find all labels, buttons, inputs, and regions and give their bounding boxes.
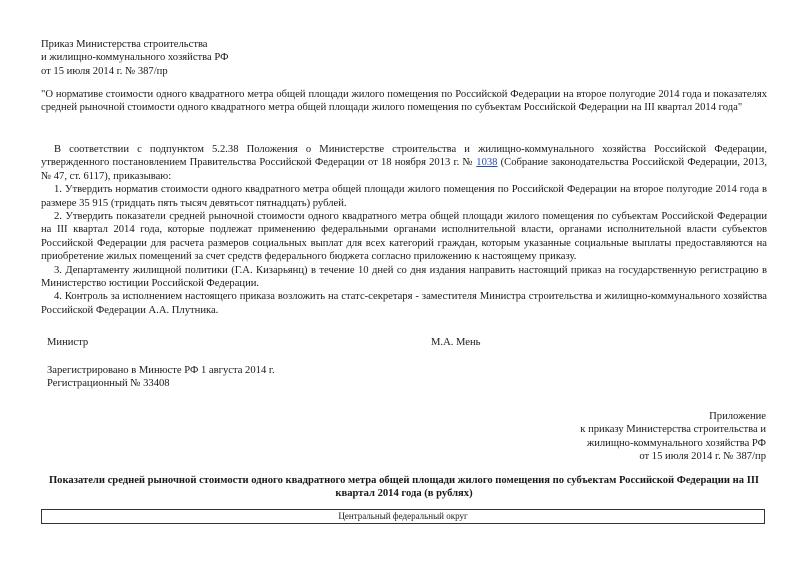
table-cell-district: Центральный федеральный округ	[338, 511, 468, 521]
appendix-line-2: к приказу Министерства строительства и	[580, 424, 766, 436]
item-3: 3. Департаменту жилищной политики (Г.А. Кизарьянц) в течение 10 дней со дня издания направить настоящий приказ на государственную регистрацию в Министерство юстиции Российской Федерации.	[41, 264, 767, 290]
appendix-line-1: Приложение	[709, 411, 766, 422]
order-body	[41, 143, 767, 317]
preamble-text-b: (Собрание законодательства Российской Федерации, 2013, № 47, ст. 6117), приказываю:	[41, 157, 768, 182]
registration-line-1: Зарегистрировано в Минюсте РФ 1 августа 2014 г.	[47, 365, 275, 376]
preamble-text-a: В соответствии с подпунктом 5.2.38 Положения о Министерстве строительства и жилищно-коммунального хозяйства Российской Федерации, утвержденного постановлением Правительства Российской Федерации от 18 ноября 2013 г. №	[41, 144, 767, 169]
appendix-line-3: жилищно-коммунального хозяйства РФ	[586, 437, 766, 449]
header-line-1: Приказ Министерства строительства	[41, 39, 208, 50]
resolution-1038-link[interactable]: 1038	[476, 157, 498, 169]
appendix-header	[580, 410, 766, 464]
table-title: Показатели средней рыночной стоимости одного квадратного метра общей площади жилого помещения по субъектам Российской Федерации на III квартал 2014 года (в рублях)	[48, 475, 760, 500]
header-line-3: от 15 июля 2014 г. № 387/пр	[41, 65, 168, 77]
item-4: 4. Контроль за исполнением настоящего приказа возложить на статс-секретаря - заместителя Министра строительства и жилищно-коммунального хозяйства Российской Федерации А.А. Плутника.	[41, 291, 767, 316]
signature-position: Министр	[47, 337, 89, 348]
signature-name: М.А. Мень	[431, 337, 481, 348]
table-row	[41, 509, 765, 524]
order-header	[41, 38, 401, 78]
item-2: 2. Утвердить показатели средней рыночной стоимости одного квадратного метра общей площади жилого помещения по субъектам Российской Федерации на III квартал 2014 года, которые подлежат применению федеральными органами исполнительной власти, органами исполнительной власти субъектов Российской Федерации для расчета размеров социальных выплат для всех категорий граждан, которым указанные социальные выплаты предоставляются на приобретение жилых помещений за счет средств федерального бюджета согласно приложению к настоящему приказу.	[41, 211, 767, 263]
order-title: "О нормативе стоимости одного квадратного метра общей площади жилого помещения по Российской Федерации на второе полугодие 2014 года и показателях средней рыночной стоимости одного квадратного метра общей площади жилого помещения по субъектам Российской Федерации на III квартал 2014 года"	[41, 89, 767, 114]
item-1: 1. Утвердить норматив стоимости одного квадратного метра общей площади жилого помещения по Российской Федерации на второе полугодие 2014 года в размере 35 915 (тридцать пять тысяч девятьсот пятнадцать) рублей.	[41, 184, 767, 209]
header-line-2: и жилищно-коммунального хозяйства РФ	[41, 52, 229, 64]
preamble-paragraph	[41, 143, 767, 183]
registration-info	[47, 364, 275, 391]
registration-line-2: Регистрационный № 33408	[47, 378, 170, 390]
appendix-line-4: от 15 июля 2014 г. № 387/пр	[639, 451, 766, 463]
